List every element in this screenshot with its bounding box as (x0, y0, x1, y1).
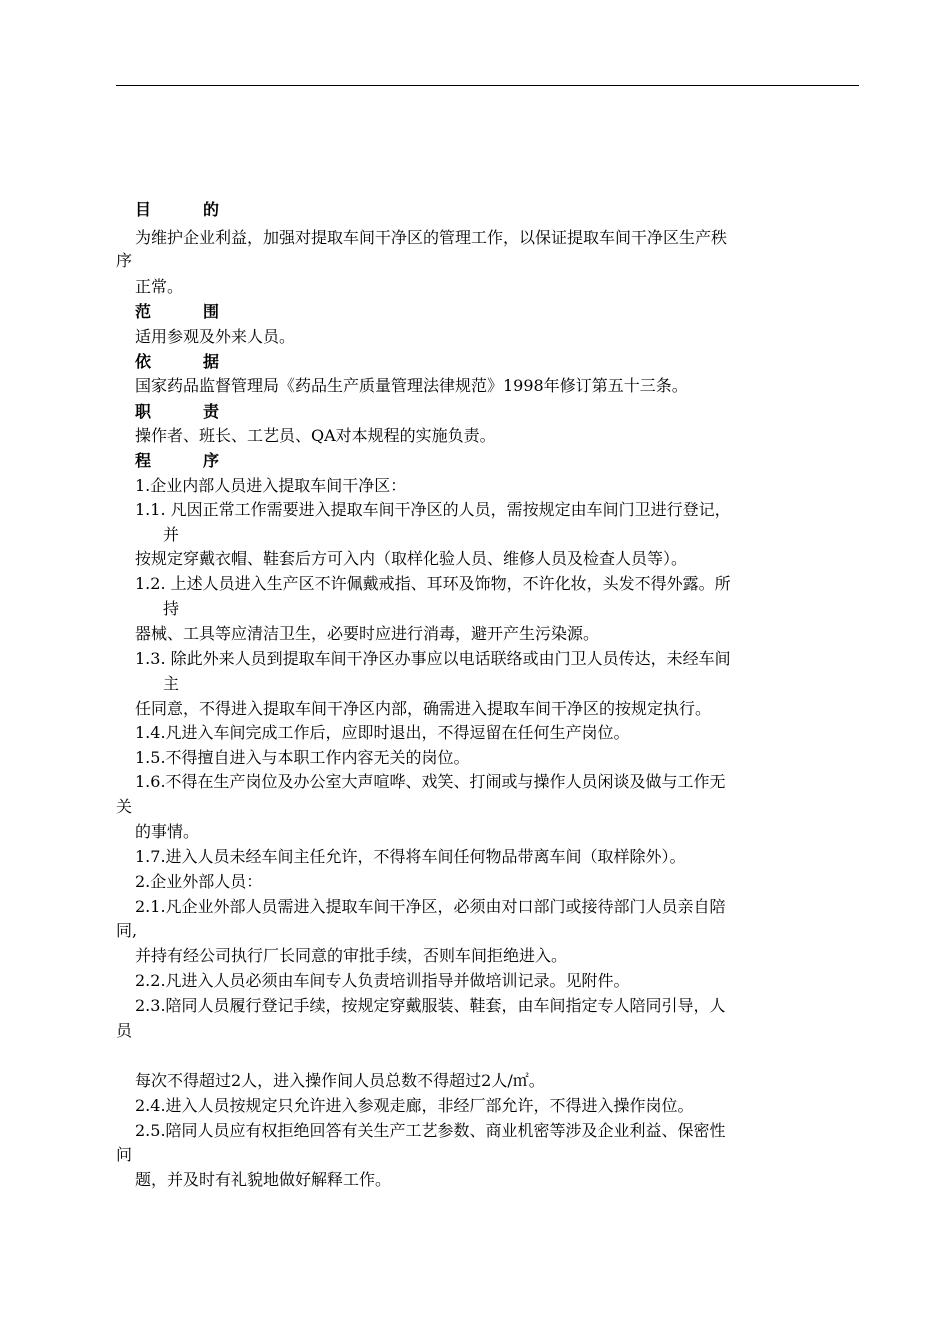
procedure-item-1-4: 1.4.凡进入车间完成工作后，应即时退出，不得逗留在任何生产岗位。 (135, 723, 630, 742)
header-rule (116, 85, 859, 86)
procedure-item-1: 1.企业内部人员进入提取车间干净区： (135, 476, 407, 495)
procedure-item-1-1: 1.1. 凡因正常工作需要进入提取车间干净区的人员，需按规定由车间门卫进行登记， (135, 500, 731, 519)
procedure-item-1-3-wrap: 主 (163, 674, 180, 693)
procedure-item-2-4: 2.4.进入人员按规定只允许进入参观走廊，非经厂部允许，不得进入操作岗位。 (135, 1096, 694, 1115)
basis-heading: 依 据 (135, 352, 238, 371)
procedure-item-1-2-wrap: 持 (163, 599, 180, 618)
procedure-item-2: 2.企业外部人员： (135, 872, 263, 891)
procedure-item-2-1-cont: 并持有经公司执行厂长同意的审批手续，否则车间拒绝进入。 (135, 946, 568, 965)
procedure-item-1-6-wrap: 关 (116, 797, 133, 816)
procedure-item-1-3-cont: 任同意，不得进入提取车间干净区内部，确需进入提取车间干净区的按规定执行。 (135, 699, 712, 718)
purpose-line-2: 正常。 (135, 277, 184, 296)
purpose-line-1: 为维护企业利益，加强对提取车间干净区的管理工作，以保证提取车间干净区生产秩 (135, 228, 728, 247)
duty-text: 操作者、班长、工艺员、QA对本规程的实施负责。 (135, 426, 496, 445)
procedure-item-2-3: 2.3.陪同人员履行登记手续，按规定穿戴服装、鞋套，由车间指定专人陪同引导，人 (135, 996, 726, 1015)
procedure-item-2-1: 2.1.凡企业外部人员需进入提取车间干净区，必须由对口部门或接待部门人员亲自陪 (135, 897, 726, 916)
procedure-item-2-3-wrap: 员 (116, 1021, 133, 1040)
procedure-item-2-3-cont: 每次不得超过2人，进入操作间人员总数不得超过2人/㎡。 (135, 1071, 545, 1090)
procedure-item-2-5: 2.5.陪同人员应有权拒绝回答有关生产工艺参数、商业机密等涉及企业利益、保密性 (135, 1121, 726, 1140)
procedure-item-1-2: 1.2. 上述人员进入生产区不许佩戴戒指、耳环及饰物，不许化妆，头发不得外露。所 (135, 574, 731, 593)
procedure-item-1-6: 1.6.不得在生产岗位及办公室大声喧哗、戏笑、打闹或与操作人员闲谈及做与工作无 (135, 772, 726, 791)
purpose-line-1-wrap: 序 (116, 251, 133, 270)
procedure-item-2-5-wrap: 问 (116, 1145, 133, 1164)
procedure-item-2-5-cont: 题，并及时有礼貌地做好解释工作。 (135, 1170, 392, 1189)
procedure-item-1-2-cont: 器械、工具等应清洁卫生，必要时应进行消毒，避开产生污染源。 (135, 624, 600, 643)
procedure-item-1-3: 1.3. 除此外来人员到提取车间干净区办事应以电话联络或由门卫人员传达，未经车间 (135, 649, 731, 668)
procedure-heading: 程 序 (135, 451, 238, 470)
scope-text: 适用参观及外来人员。 (135, 327, 296, 346)
duty-heading: 职 责 (135, 402, 238, 421)
procedure-item-1-7: 1.7.进入人员未经车间主任允许，不得将车间任何物品带离车间（取样除外）。 (135, 847, 686, 866)
basis-text: 国家药品监督管理局《药品生产质量管理法律规范》1998年修订第五十三条。 (135, 376, 688, 395)
purpose-heading: 目 的 (135, 200, 238, 219)
procedure-item-1-6-cont: 的事情。 (135, 822, 200, 841)
scope-heading: 范 围 (135, 302, 238, 321)
procedure-item-1-1-cont: 按规定穿戴衣帽、鞋套后方可入内（取样化验人员、维修人员及检查人员等）。 (135, 549, 688, 568)
procedure-item-2-1-wrap: 同, (116, 921, 138, 940)
procedure-item-2-2: 2.2.凡进入人员必须由车间专人负责培训指导并做培训记录。见附件。 (135, 971, 630, 990)
procedure-item-1-1-wrap: 并 (163, 525, 180, 544)
procedure-item-1-5: 1.5.不得擅自进入与本职工作内容无关的岗位。 (135, 748, 470, 767)
